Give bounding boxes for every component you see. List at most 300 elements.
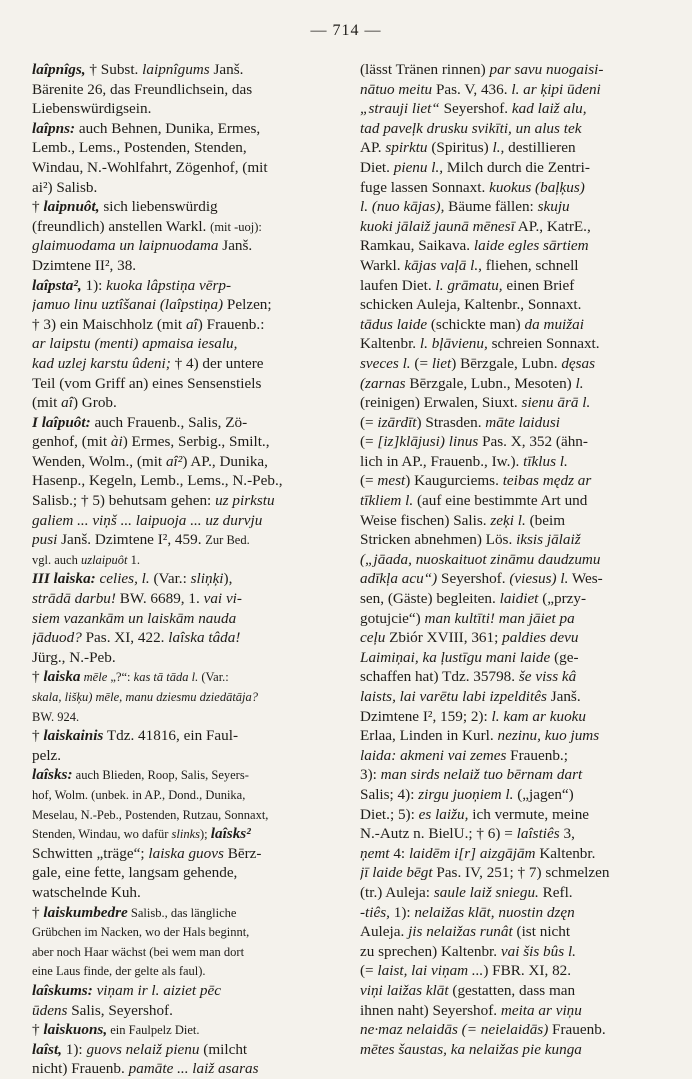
entry-text: Zbiór XVIII, 361;: [385, 629, 503, 647]
entry-text: strādā darbu!: [32, 590, 116, 608]
entry-text: tad paveļk drusku svikīti, un alus tek: [360, 119, 582, 137]
entry-text: † 3) ein Maischholz (mit: [32, 315, 186, 333]
entry-line: [360, 276, 666, 296]
entry-line: [32, 99, 335, 119]
entry-text: „?“:: [110, 670, 134, 685]
entry-text: destillieren: [504, 139, 576, 157]
entry-text: mēle: [80, 670, 111, 685]
entry-text: N.-Autz n. BielU.; † 6) =: [360, 825, 517, 843]
entry-text: man sirds nelaiž tuo bērnam dart: [380, 766, 583, 784]
entry-text: sich liebenswürdig: [99, 198, 218, 216]
entry-text: viņam ir l. aiziet pēc: [96, 981, 221, 999]
entry-line: [360, 491, 666, 511]
entry-text: Grübchen im Nacken, wo der Hals beginnt,: [32, 925, 250, 940]
entry-text: jī laide bēgt: [360, 864, 433, 882]
entry-line: [360, 687, 666, 707]
entry-text: 3,: [559, 825, 575, 843]
entry-text: Zur Bed.: [205, 533, 250, 548]
entry-text: l. grāmatu,: [435, 276, 503, 294]
headword: laîsks²: [210, 825, 251, 843]
entry-line: [32, 589, 335, 609]
dictionary-entry: [360, 60, 666, 1059]
entry-text: hof, Wolm. (unbek. in AP., Dond., Dunika,: [32, 787, 246, 802]
entry-line: [360, 60, 666, 80]
entry-text: glaimuodama un laipnuodama: [32, 237, 219, 255]
entry-text: uzlaipuôt: [80, 552, 128, 567]
entry-text: auch Behnen, Dunika, Ermes,: [75, 119, 261, 137]
entry-text: dęsas: [561, 354, 596, 372]
entry-line: [32, 726, 335, 746]
entry-text: sen, (Gäste) begleiten.: [360, 590, 500, 608]
entry-text: Liebenswürdigsein.: [32, 100, 152, 118]
entry-text: schicken Auleja, Kaltenbr., Sonnaxt.: [360, 296, 582, 314]
entry-text: Stricken abnehmen) Lös.: [360, 531, 517, 549]
entry-text: aî: [61, 394, 73, 412]
entry-text: par savu nuogaisi-: [489, 61, 604, 78]
entry-text: (=: [360, 962, 378, 980]
entry-line: [32, 844, 335, 864]
dictionary-entry: [32, 1040, 335, 1079]
entry-line: [360, 824, 666, 844]
entry-text: („jāada, nuoskaituot zināmu daudzumu: [360, 550, 601, 568]
entry-text: 1):: [389, 903, 415, 921]
entry-text: (=: [360, 433, 378, 451]
entry-text: ) Frauenb.:: [197, 315, 265, 333]
entry-text: māte laidusi: [485, 413, 560, 431]
entry-line: [360, 374, 666, 394]
entry-text: jis nelaižas runât: [408, 923, 513, 941]
entry-text: Janš.: [209, 61, 244, 78]
entry-text: Seyershof.: [439, 100, 512, 118]
entry-text: (Var.:: [198, 670, 229, 685]
entry-line: [360, 883, 666, 903]
entry-line: [360, 785, 666, 805]
entry-text: Lemb., Lems., Postenden, Stenden,: [32, 139, 247, 157]
entry-text: pienu l.,: [393, 158, 444, 176]
entry-text: laîska tâda!: [168, 629, 241, 647]
entry-line: [360, 550, 666, 570]
entry-text: laufen Diet.: [360, 276, 436, 294]
dictionary-entry: [32, 1020, 335, 1040]
entry-text: Warkl.: [360, 256, 405, 274]
entry-text: l. (nuo kājas),: [360, 198, 445, 216]
entry-text: Dzimtene I², 159; 2):: [360, 707, 492, 725]
entry-text: adīkļa acu“): [360, 570, 438, 588]
entry-text: jamuo linu uztîšanai (laîpstiņa): [32, 296, 224, 314]
entry-text: (=: [410, 354, 432, 372]
entry-line: [360, 197, 666, 217]
entry-text: † 4) der untere: [170, 354, 264, 372]
entry-line: [32, 217, 335, 237]
dictionary-entry: [32, 413, 335, 570]
entry-text: celies, l.: [99, 570, 150, 588]
entry-text: ) Kaugurciems.: [405, 472, 503, 490]
entry-text: vai šis bûs l.: [500, 942, 576, 960]
entry-line: [32, 746, 335, 766]
entry-line: [32, 393, 335, 413]
entry-text: Hasenp., Kegeln, Lemb., Lems., N.-Peb.,: [32, 472, 283, 490]
entry-text: vai vi-: [203, 590, 242, 608]
entry-text: schaffen hat) Tdz. 35798.: [360, 668, 519, 686]
entry-text: Windau, N.-Wohlfahrt, Zögenhof, (mit: [32, 158, 268, 176]
entry-line: [32, 158, 335, 178]
right-column: [360, 60, 666, 1059]
entry-text: 4:: [389, 844, 409, 862]
entry-line: [32, 452, 335, 472]
entry-text: spirktu: [385, 139, 428, 157]
headword: laîpns:: [32, 119, 76, 137]
dictionary-entry: [32, 60, 335, 119]
entry-line: [32, 628, 335, 648]
entry-text: [iz]klājusi) linus: [377, 433, 479, 451]
entry-text: AP.: [360, 139, 386, 157]
dictionary-entry: [32, 765, 335, 902]
dictionary-entry: [32, 981, 335, 1020]
entry-line: [360, 432, 666, 452]
entry-text: schreien Sonnaxt.: [487, 335, 600, 353]
entry-text: vgl. auch: [32, 552, 81, 567]
entry-text: Janš.: [218, 237, 253, 255]
dictionary-entry: [32, 569, 335, 667]
headword: laîsks:: [32, 766, 73, 784]
entry-text: viņi laižas klāt: [360, 981, 449, 999]
entry-text: izārdīt: [377, 413, 417, 431]
dictionary-entry: [32, 197, 335, 275]
entry-line: [360, 667, 666, 687]
entry-text: 1):: [61, 1040, 87, 1058]
entry-text: kuoki jālaiž jaunā mēnesī: [360, 217, 515, 235]
entry-text: Wes-: [568, 570, 603, 588]
entry-text: fliehen, schnell: [481, 256, 579, 274]
entry-line: [32, 922, 335, 942]
headword: laîpsta²,: [32, 276, 82, 294]
entry-text: Janš. Dzimtene I², 459.: [57, 531, 206, 549]
entry-line: [360, 1020, 666, 1040]
entry-line: [360, 256, 666, 276]
entry-text: kuoka lâpstiņa vērp-: [106, 276, 232, 294]
headword: laiska: [43, 668, 81, 686]
entry-text: Teil (vom Griff an) eines Sensenstiels: [32, 374, 262, 392]
entry-line: [360, 628, 666, 648]
entry-text: l.,: [492, 139, 505, 157]
entry-line: [32, 883, 335, 903]
entry-text: ) Grob.: [72, 394, 117, 412]
entry-text: tīklus l.: [523, 452, 568, 470]
entry-line: [32, 374, 335, 394]
entry-line: [360, 569, 666, 589]
entry-text: mest: [377, 472, 406, 490]
entry-text: kājas vaļā l.,: [404, 256, 482, 274]
entry-line: [360, 178, 666, 198]
headword: laiskumbedre: [43, 903, 128, 921]
entry-line: [360, 413, 666, 433]
entry-text: einen Brief: [502, 276, 575, 294]
left-column: [32, 60, 335, 1079]
entry-text: skuju: [537, 198, 570, 216]
entry-text: Pas. IV, 251; † 7) schmelzen: [432, 864, 610, 882]
entry-text: ūdens: [32, 1001, 68, 1019]
entry-text: (mit: [32, 394, 62, 412]
entry-line: [32, 942, 335, 962]
entry-text: †: [32, 668, 44, 686]
entry-line: [360, 1040, 666, 1060]
entry-text: genhof, (mit: [32, 433, 111, 451]
entry-text: laidiet: [499, 590, 539, 608]
entry-text: laipnîgums: [142, 61, 210, 78]
entry-line: [360, 99, 666, 119]
entry-text: Jürg., N.-Peb.: [32, 648, 116, 666]
entry-text: kuokus (baļķus): [489, 178, 585, 196]
entry-text: („przy-: [538, 590, 587, 608]
entry-text: laida: akmeni vai zemes: [360, 746, 507, 764]
entry-text: galiem ... viņš ... laipuoja ... uz durvju: [32, 511, 263, 529]
entry-text: es laižu,: [418, 805, 469, 823]
entry-line: [360, 334, 666, 354]
entry-line: [360, 511, 666, 531]
entry-text: Pas. XI, 422.: [81, 629, 169, 647]
entry-text: pamāte ... laiž asaras: [128, 1060, 259, 1078]
entry-text: laiska guovs: [148, 844, 224, 862]
entry-text: (schickte man): [427, 315, 525, 333]
entry-text: man kultīti! man jāiet pa: [424, 609, 575, 627]
entry-text: ņemt: [360, 844, 390, 862]
entry-text: fuge lassen Sonnaxt.: [360, 178, 490, 196]
entry-text: Salis, Seyershof.: [67, 1001, 173, 1019]
entry-text: še viss kâ: [518, 668, 577, 686]
entry-line: [32, 491, 335, 511]
entry-text: („jagen“): [513, 785, 574, 803]
entry-text: ich vermute, meine: [468, 805, 590, 823]
entry-text: Ramkau, Saikava.: [360, 237, 474, 255]
entry-line: [32, 315, 335, 335]
entry-text: aî²: [165, 452, 183, 470]
entry-text: l.: [575, 374, 584, 392]
entry-text: † Subst.: [85, 61, 143, 78]
entry-text: (Spiritus): [427, 139, 493, 157]
entry-text: laîstiês: [516, 825, 560, 843]
entry-line: [32, 60, 335, 80]
entry-line: [360, 844, 666, 864]
headword: laîskums:: [32, 981, 93, 999]
entry-line: [360, 981, 666, 1001]
entry-text: Pelzen;: [223, 296, 272, 314]
entry-text: skala, lišķu) mēle, manu dziesmu dziedātāja?: [32, 690, 259, 704]
entry-line: [360, 1001, 666, 1021]
entry-line: [360, 903, 666, 923]
entry-text: ) AP., Dunika,: [182, 452, 268, 470]
entry-line: [32, 785, 335, 805]
entry-text: kas tā tāda l.: [133, 670, 199, 685]
entry-line: [32, 569, 335, 589]
entry-text: Frauenb.: [548, 1021, 606, 1039]
entry-line: [360, 217, 666, 237]
dictionary-entry: [32, 903, 335, 981]
dictionary-entry: [32, 276, 335, 413]
entry-line: [360, 765, 666, 785]
entry-line: [32, 295, 335, 315]
entry-line: [32, 530, 335, 550]
entry-text: ar laipstu (menti) apmaisa iesalu,: [32, 335, 238, 353]
entry-text: nātuo meitu: [360, 80, 433, 98]
entry-text: (ge-: [550, 648, 579, 666]
entry-text: Salisb., das längliche: [127, 905, 237, 920]
entry-text: guovs nelaiž pienu: [86, 1040, 200, 1058]
entry-text: Bērzgale, Lubn., Mesoten): [405, 374, 576, 392]
entry-text: BW. 924.: [32, 709, 80, 724]
entry-text: uz pirkstu: [215, 492, 275, 510]
entry-text: Diet.; 5):: [360, 805, 419, 823]
entry-text: Bērz-: [223, 844, 262, 862]
entry-line: [32, 236, 335, 256]
entry-line: [32, 648, 335, 668]
entry-text: teibas mędz ar: [502, 472, 592, 490]
dictionary-entry: [32, 119, 335, 197]
entry-text: lich in AP., Frauenb., Iw.).: [360, 452, 524, 470]
entry-text: l. kam ar kuoku: [491, 707, 586, 725]
entry-text: tādus laide: [360, 315, 428, 333]
entry-text: (gestatten, dass man: [448, 981, 576, 999]
entry-text: ) Strasden.: [416, 413, 486, 431]
entry-text: Kaltenbr.: [360, 335, 420, 353]
entry-line: [360, 805, 666, 825]
entry-text: l. ar ķipi ūdeni: [511, 80, 601, 98]
entry-line: [32, 981, 335, 1001]
entry-text: auch Blieden, Roop, Salis, Seyers-: [72, 768, 249, 783]
entry-text: (=: [360, 413, 378, 431]
headword: laîst,: [32, 1040, 62, 1058]
entry-text: ) Bērzgale, Lubn.: [451, 354, 562, 372]
entry-text: AP., KatrE.,: [514, 217, 591, 235]
entry-text: ai²) Salisb.: [32, 178, 98, 196]
entry-text: (lässt Tränen rinnen): [360, 61, 490, 78]
entry-text: Laimiņai, ka ļustīgu mani laide: [360, 648, 551, 666]
entry-text: ceļu: [360, 629, 386, 647]
entry-text: sveces l.: [360, 354, 411, 372]
entry-line: [32, 511, 335, 531]
entry-line: [360, 922, 666, 942]
entry-text: ihnen naht) Seyershof.: [360, 1001, 501, 1019]
entry-line: [32, 432, 335, 452]
entry-line: [32, 805, 335, 825]
entry-line: [32, 413, 335, 433]
entry-text: (mit -uoj):: [210, 219, 262, 234]
entry-text: Schwitten „träge“;: [32, 844, 149, 862]
entry-text: Salisb.; † 5) behutsam gehen:: [32, 492, 216, 510]
entry-text: Diet.: [360, 158, 394, 176]
entry-text: zu sprechen) Kaltenbr.: [360, 942, 501, 960]
entry-text: (zarnas: [360, 374, 406, 392]
entry-line: [360, 315, 666, 335]
entry-text: Weise fischen) Salis.: [360, 511, 491, 529]
entry-line: [32, 707, 335, 727]
entry-text: aî: [185, 315, 198, 333]
entry-text: Auleja.: [360, 923, 409, 941]
entry-text: liet: [431, 354, 452, 372]
entry-text: pelz.: [32, 746, 62, 764]
entry-line: [32, 961, 335, 981]
entry-text: nelaižas klāt, nuostin dzęn: [414, 903, 575, 921]
entry-text: (freundlich) anstellen Warkl.: [32, 217, 211, 235]
entry-line: [360, 119, 666, 139]
entry-text: mētes šaustas, ka nelaižas pie kunga: [360, 1040, 582, 1058]
entry-text: „strauji liet“: [360, 100, 440, 118]
entry-text: Dzimtene II², 38.: [32, 256, 137, 274]
entry-text: (ist nicht: [512, 923, 571, 941]
entry-text: tīkliem l.: [360, 492, 414, 510]
entry-text: (viesus) l.: [509, 570, 569, 588]
entry-text: (Var.:: [149, 570, 191, 588]
entry-text: sienu ārā l.: [521, 394, 591, 412]
entry-line: [32, 687, 335, 707]
entry-text: ) Ermes, Serbig., Smilt.,: [122, 433, 270, 451]
entry-text: Pas. X, 352 (ähn-: [478, 433, 588, 451]
entry-text: jāduod?: [32, 629, 82, 647]
entry-text: ein Faulpelz Diet.: [107, 1023, 200, 1038]
entry-text: gotujcie“): [360, 609, 425, 627]
entry-text: meita ar viņu: [500, 1001, 582, 1019]
entry-line: [360, 80, 666, 100]
entry-text: pusi: [32, 531, 58, 549]
entry-text: Bärenite 26, das Freundlichsein, das: [32, 80, 253, 98]
entry-line: [32, 178, 335, 198]
entry-line: [360, 393, 666, 413]
entry-line: [32, 1040, 335, 1060]
entry-text: Erlaa, Linden in Kurl.: [360, 727, 498, 745]
entry-text: †: [32, 1021, 44, 1039]
entry-text: (reinigen) Erwalen, Siuxt.: [360, 394, 522, 412]
entry-line: [360, 609, 666, 629]
entry-text: 1):: [81, 276, 107, 294]
entry-text: saule laiž sniegu.: [433, 883, 539, 901]
entry-text: Frauenb.;: [506, 746, 568, 764]
entry-text: (milcht: [199, 1040, 248, 1058]
entry-text: (tr.) Auleja:: [360, 883, 434, 901]
entry-line: [360, 530, 666, 550]
entry-text: kad uzlej karstu ûdeni;: [32, 354, 171, 372]
entry-line: [360, 942, 666, 962]
entry-text: ),: [223, 570, 233, 588]
entry-line: [32, 1020, 335, 1040]
entry-text: l. bļāvienu,: [419, 335, 488, 353]
entry-text: );: [200, 827, 211, 842]
entry-line: [360, 746, 666, 766]
headword: I laîpuôt:: [32, 413, 91, 431]
entry-line: [360, 138, 666, 158]
entry-line: [32, 138, 335, 158]
entry-text: Tdz. 41816, ein Faul-: [103, 727, 239, 745]
headword: laipnuôt,: [43, 198, 100, 216]
entry-text: gale, eine fette, langsam gehende,: [32, 864, 238, 882]
entry-line: [360, 863, 666, 883]
entry-text: Wenden, Wolm., (mit: [32, 452, 166, 470]
entry-text: Seyershof.: [437, 570, 510, 588]
entry-text: Bäume fällen:: [444, 198, 538, 216]
entry-line: [32, 354, 335, 374]
entry-line: [32, 550, 335, 570]
entry-text: watschelnde Kuh.: [32, 883, 141, 901]
headword: laiskainis: [43, 727, 104, 745]
entry-text: Janš.: [546, 688, 581, 705]
entry-text: sliņķi: [190, 570, 224, 588]
entry-line: [32, 824, 335, 844]
entry-text: Stenden, Windau, wo dafür: [32, 827, 172, 842]
entry-text: †: [32, 198, 44, 216]
entry-text: zeķi l.: [490, 511, 526, 529]
entry-text: Kaltenbr.: [535, 844, 596, 862]
entry-text: Meselau, N.-Peb., Postenden, Rutzau, Sonnaxt,: [32, 807, 269, 822]
entry-text: BW. 6689, 1.: [115, 590, 204, 608]
headword: III laiska:: [32, 570, 96, 588]
